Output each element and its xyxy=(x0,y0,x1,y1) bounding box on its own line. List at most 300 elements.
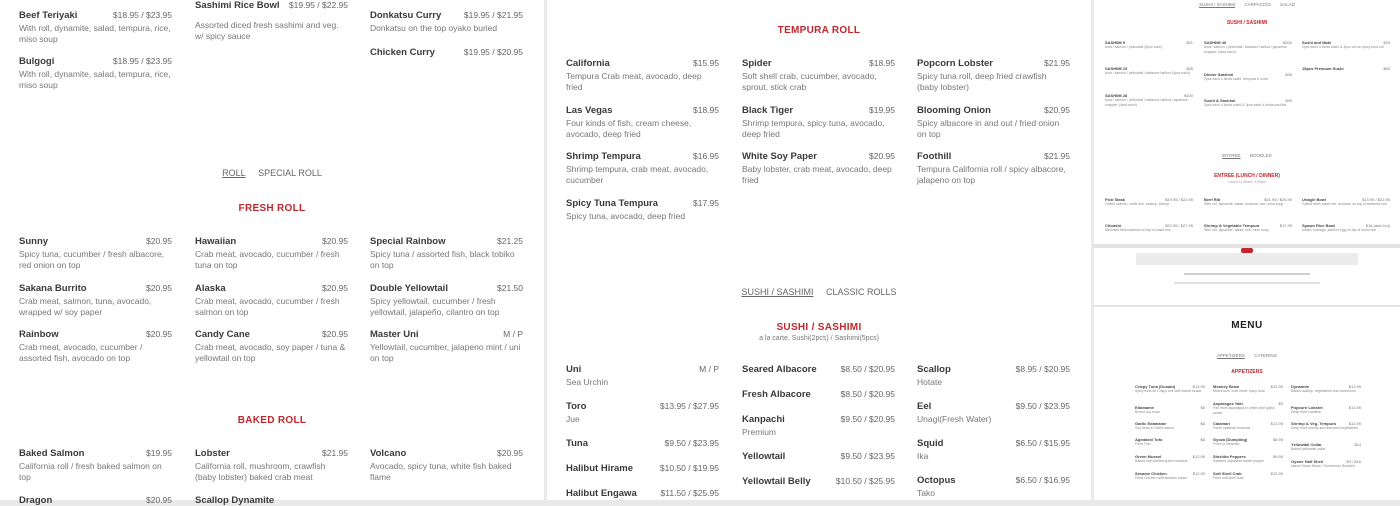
item-name: Shrimp & Vegetable Tempura xyxy=(1204,223,1260,228)
item-name: Shrimp Tempura xyxy=(566,151,641,162)
menu-item xyxy=(566,463,719,474)
item-price: $19.95 / $22.95 xyxy=(1362,197,1390,202)
item-price: $12.95 xyxy=(1192,454,1205,459)
menu-item xyxy=(370,10,523,34)
item-desc: Tempura California roll / spicy albacore, jalapeno on top xyxy=(917,164,1066,185)
item-price: M / P xyxy=(503,329,523,339)
item-price: $39 xyxy=(1285,72,1292,77)
mini-item xyxy=(1135,437,1205,447)
tab-entree[interactable]: ENTREE xyxy=(1222,153,1241,158)
section-divider xyxy=(1094,305,1400,307)
item-name: Popcorn Lobster xyxy=(1291,405,1324,410)
tab-classic-rolls[interactable]: CLASSIC ROLLS xyxy=(826,287,897,297)
menu-item xyxy=(195,236,348,270)
item-desc: Premium xyxy=(742,427,777,437)
item-name: Uni xyxy=(566,364,582,375)
mini-item xyxy=(1302,66,1390,71)
mini-item xyxy=(1204,223,1292,233)
menu-item xyxy=(566,364,719,388)
menu-item xyxy=(917,475,1070,499)
item-desc: Assorted diced fresh sashimi and veg. w/ spicy sauce xyxy=(195,20,339,41)
menu-title: MENU xyxy=(1231,320,1263,331)
item-desc: Fried Chicken with sesame sauce xyxy=(1135,476,1188,480)
footer-note-line xyxy=(1184,273,1310,275)
mini-item xyxy=(1291,459,1361,469)
menu-item xyxy=(742,151,895,185)
item-price: $20.95 xyxy=(322,329,348,339)
item-desc: Grilled fresh water eel, avocado on top of steamed rice xyxy=(1302,202,1387,206)
item-price: $20.95 xyxy=(322,236,348,246)
menu-item xyxy=(917,364,1070,388)
item-desc: Fried soft shell crab xyxy=(1213,476,1244,480)
item-desc: 2pcs each 4 kinds sushi, tempura & more xyxy=(1204,77,1269,81)
item-name: Toro xyxy=(566,401,587,412)
menu-item xyxy=(195,495,348,506)
menu-overview-panel xyxy=(1094,0,1400,500)
item-desc: Spicy tuna / assorted fish, black tobiko on top xyxy=(370,249,515,270)
menu-item xyxy=(19,283,172,317)
item-desc: Baby lobster, crab meat, avocado, deep fried xyxy=(742,164,892,185)
menu-item xyxy=(195,0,348,41)
section-heading-tempura-roll: TEMPURA ROLL xyxy=(777,25,861,36)
item-price: $18.95 xyxy=(869,58,895,68)
item-price: $6.50 / $15.95 xyxy=(1015,438,1070,448)
item-name: Yellowtail Collar xyxy=(1291,442,1322,447)
item-price: $35 xyxy=(1186,66,1193,71)
mini-item xyxy=(1213,421,1283,431)
item-price: $12.95 xyxy=(1270,471,1283,476)
item-name: Beef Rib xyxy=(1204,197,1221,202)
item-desc: Spicy tuna, avocado, deep fried xyxy=(566,211,686,221)
item-desc: Sauteed Japanese sweet pepper xyxy=(1213,459,1265,463)
tab-roll[interactable]: ROLL xyxy=(222,168,246,178)
item-name: Sesame Chicken xyxy=(1135,471,1167,476)
item-price: $60 xyxy=(1383,66,1390,71)
menu-item xyxy=(742,414,895,438)
item-desc: Spicy albacore in and out / fried onion on top xyxy=(917,118,1060,139)
menu-item xyxy=(370,47,523,58)
item-price: $21.50 xyxy=(497,283,523,293)
mini-item xyxy=(1291,421,1361,431)
roll-tabs xyxy=(0,168,544,178)
item-name: Spawn Rice Bowl xyxy=(1302,223,1336,228)
menu-item xyxy=(917,438,1070,462)
item-desc: tobiko, masago, salmon egg on top of sushi rice xyxy=(1302,228,1377,232)
item-name: SASHIMI 15 xyxy=(1105,66,1128,71)
item-price: $13.95 xyxy=(1348,421,1361,426)
item-name: Halibut Hirame xyxy=(566,463,634,474)
item-name: Green Mussel xyxy=(1135,454,1162,459)
item-desc: Shrimp tempura, spicy tuna, avocado, deep fried xyxy=(742,118,885,139)
mini-item xyxy=(1213,437,1283,447)
tab-noodles[interactable]: NOODLES xyxy=(1249,153,1272,158)
menu-item xyxy=(195,448,348,482)
item-desc: Crab meat, avocado, cucumber / fresh tuna on top xyxy=(195,249,340,270)
menu-item xyxy=(370,448,523,482)
item-price: $13.95 / $27.95 xyxy=(659,401,719,411)
item-desc: Baked yellowtail collar xyxy=(1291,447,1326,451)
menu-panel-tempura-sushi xyxy=(547,0,1091,500)
menu-item xyxy=(370,283,523,317)
item-price: $12.95 xyxy=(1270,421,1283,426)
item-desc: Deep fried crawfish xyxy=(1291,410,1321,414)
menu-item xyxy=(917,401,1070,425)
mini-item xyxy=(1105,93,1193,107)
item-name: Dynamite xyxy=(1291,384,1310,389)
item-price: $8 xyxy=(1200,437,1205,442)
section-heading-baked-roll: BAKED ROLL xyxy=(237,415,307,426)
item-price: $10.50 / $25.95 xyxy=(835,476,895,486)
item-desc: Spicy tuna, cucumber / fresh albacore, red onion on top xyxy=(19,249,165,270)
menu-item xyxy=(566,58,719,92)
item-name: Shrimp & Veg. Tempura xyxy=(1291,421,1336,426)
item-name: Lobster xyxy=(195,448,230,459)
menu-item xyxy=(742,476,895,487)
item-name: Scallop Dynamite xyxy=(195,495,275,506)
mini-item xyxy=(1291,405,1361,415)
menu-item xyxy=(370,329,523,363)
item-desc: Soft shell crab, cucumber, avocado, sprout, stick crab xyxy=(742,71,877,92)
item-desc: tuna / salmon / yellowtail / albacore halibut (3pcs each) xyxy=(1105,71,1191,75)
mini-item xyxy=(1105,66,1193,76)
item-price: $8.95 / $20.95 xyxy=(1015,364,1070,374)
item-name: Las Vegas xyxy=(566,105,613,116)
overview-heading-sushi: SUSHI / SASHIMI xyxy=(1226,20,1268,26)
overview-appetizer-tabs xyxy=(1094,353,1400,358)
item-desc: 2pcs each 4 kinds sushi & 3pcs each 4 kinds sashimi xyxy=(1204,103,1287,107)
item-name: Dragon xyxy=(19,495,53,506)
item-desc: tuna / salmon / yellowtail / albacore halibut / japanese snapper (4pcs each) xyxy=(1204,45,1287,54)
item-price: $15.95 xyxy=(693,58,719,68)
item-name: Scallop xyxy=(917,364,951,375)
item-desc: Sea Urchin xyxy=(566,377,609,387)
menu-item xyxy=(566,105,719,139)
item-desc: Avocado, spicy tuna, white fish baked flame xyxy=(370,461,512,482)
menu-item xyxy=(19,236,172,270)
menu-item xyxy=(742,451,895,462)
item-desc: Crab meat, salmon, tuna, avocado, wrapped w/ soy paper xyxy=(19,296,152,317)
item-desc: Fried Tofu xyxy=(1135,442,1151,446)
item-name: Yellowtail Belly xyxy=(742,476,811,487)
mini-item xyxy=(1135,384,1205,394)
mini-item xyxy=(1135,405,1205,415)
menu-item xyxy=(370,236,523,270)
item-name: Black Tiger xyxy=(742,105,794,116)
item-price: $12.95 xyxy=(1192,471,1205,476)
item-name: Master Uni xyxy=(370,329,419,340)
item-desc: Four kinds of fish, cream cheese, avocado, deep fried xyxy=(566,118,692,139)
item-name: Spicy Tuna Tempura xyxy=(566,198,659,209)
item-name: Monkey Brain xyxy=(1213,384,1240,389)
menu-item xyxy=(917,105,1070,139)
menu-item xyxy=(566,438,719,449)
section-heading-fresh-roll: FRESH ROLL xyxy=(238,203,306,214)
menu-item xyxy=(19,10,172,44)
item-price: $19.95 / $22.95 xyxy=(1165,197,1193,202)
item-price: $20.95 xyxy=(146,495,172,505)
item-price: $8.50 / $20.95 xyxy=(840,389,895,399)
mini-item xyxy=(1213,471,1283,481)
item-price: $12.95 xyxy=(1270,384,1283,389)
item-name: Dinner Sashimi xyxy=(1204,72,1234,77)
item-price: $13.95 xyxy=(1348,384,1361,389)
item-name: Edamame xyxy=(1135,405,1154,410)
item-name: Sunny xyxy=(19,236,49,247)
item-price: $21.25 xyxy=(497,236,523,246)
menu-item xyxy=(742,389,895,400)
menu-item xyxy=(566,198,719,222)
item-name: Special Rainbow xyxy=(370,236,446,247)
item-desc: Assorted fresh sashimi on top of sushi rice xyxy=(1105,228,1171,232)
item-price: $20.95 xyxy=(497,448,523,458)
item-desc: 2pcs each 4 kinds sushi & 4pcs cut on spicy tuna roll xyxy=(1302,45,1384,49)
item-price: $11.50 / $25.95 xyxy=(660,488,719,498)
item-desc: Baked scallop, vegetables and mushroom xyxy=(1291,389,1356,393)
item-desc: California roll, mushroom, crawfish (baby lobster) baked crab meat xyxy=(195,461,326,482)
menu-item xyxy=(917,151,1070,185)
item-price: $10.50 / $19.95 xyxy=(659,463,719,473)
menu-item xyxy=(566,401,719,425)
item-desc: Spicy tuna roll, deep fried crawfish (baby lobster) xyxy=(917,71,1047,92)
menu-item xyxy=(742,364,895,375)
menu-item xyxy=(19,329,172,363)
item-name: Alaska xyxy=(195,283,226,294)
item-desc: Crab meat, avocado, cucumber / fresh salmon on top xyxy=(195,296,340,317)
item-desc: Donkatsu on the top oyako buried xyxy=(370,23,498,33)
item-desc: California roll / fresh baked salmon on top xyxy=(19,461,162,482)
item-name: Sushi & Sashimi xyxy=(1204,98,1236,103)
item-name: Chicken Curry xyxy=(370,47,435,58)
item-price: $21.95 / $25.95 xyxy=(1264,197,1292,202)
mini-item xyxy=(1135,421,1205,431)
item-name: Soft Shell Crab xyxy=(1213,471,1242,476)
item-name: Sakana Burrito xyxy=(19,283,87,294)
item-price: $19.95 xyxy=(146,448,172,458)
menu-item xyxy=(195,283,348,317)
item-name: Rainbow xyxy=(19,329,59,340)
mini-item xyxy=(1291,442,1361,452)
item-price: $20.95 xyxy=(322,283,348,293)
tab-sushi-sashimi[interactable]: SUSHI / SASHIMI xyxy=(1199,2,1236,7)
item-desc: Ika xyxy=(917,451,929,461)
item-name: Foothill xyxy=(917,151,952,162)
item-price: $17.95 xyxy=(1279,223,1292,228)
overview-top-tabs xyxy=(1094,2,1400,7)
menu-item xyxy=(19,56,172,90)
item-desc: Spicy yellowtail, cucumber / fresh yellowtail, jalapeño, cilantro on top xyxy=(370,296,500,317)
item-price: $19.95 / $21.95 xyxy=(463,10,523,20)
item-desc: Hotate xyxy=(917,377,943,387)
item-price: $16 (add Uni) xyxy=(1365,223,1390,228)
mini-item xyxy=(1135,471,1205,481)
item-name: Popcorn Lobster xyxy=(917,58,994,69)
item-price: $20.95 xyxy=(1044,105,1070,115)
item-price: $21.95 xyxy=(1044,151,1070,161)
menu-item xyxy=(566,151,719,185)
item-desc: Mushroom, crab meat, spicy tuna xyxy=(1213,389,1265,393)
item-desc: Deep fried shrimp and assorted vegetables xyxy=(1291,426,1358,430)
mini-item xyxy=(1105,223,1193,233)
item-price: $18.95 / $23.95 xyxy=(112,56,172,66)
item-price: $9.50 / $23.95 xyxy=(1015,401,1070,411)
item-name: Sushi and Maki xyxy=(1302,40,1332,45)
item-desc: Name Name Name / Kumamoto (Market) xyxy=(1291,464,1355,468)
item-name: Gyoza (Dumpling) xyxy=(1213,437,1248,442)
item-name: Fresh Albacore xyxy=(742,389,811,400)
item-price: $19.95 / $20.95 xyxy=(463,47,523,57)
item-price: $9.50 / $23.95 xyxy=(664,438,719,448)
item-name: Agedashi Tofu xyxy=(1135,437,1163,442)
item-price: $13.95 xyxy=(1192,384,1205,389)
item-desc: Fried or steamed xyxy=(1213,442,1240,446)
mini-item xyxy=(1213,401,1283,415)
menu-item xyxy=(566,488,719,499)
tab-sushi-sashimi[interactable]: SUSHI / SASHIMI xyxy=(741,287,814,297)
item-name: Chirashi xyxy=(1105,223,1122,228)
sushi-tabs xyxy=(547,287,1091,297)
item-price: $20.95 xyxy=(146,283,172,293)
menu-item xyxy=(917,58,1070,92)
item-name: Candy Cane xyxy=(195,329,250,340)
item-price: $3 / $16 xyxy=(1346,459,1361,464)
mini-item xyxy=(1291,384,1361,394)
item-price: $20.95 xyxy=(146,236,172,246)
overview-heading-entree: ENTREE (LUNCH / DINNER) xyxy=(1214,173,1280,179)
overview-entree-subtitle: Lunch 11:30am~3:00pm xyxy=(1228,180,1266,184)
item-name: Double Yellowtail xyxy=(370,283,448,294)
item-price: $9.95 xyxy=(1272,454,1283,459)
item-name: SASHIMI 9 xyxy=(1105,40,1126,45)
item-price: $6 xyxy=(1200,405,1205,410)
mini-item xyxy=(1204,98,1292,108)
item-price: $100 xyxy=(1184,93,1193,98)
mini-item xyxy=(1105,197,1193,207)
section-heading-sushi-sashimi: SUSHI / SASHIMI xyxy=(776,322,862,333)
item-price: $13.95 xyxy=(1348,405,1361,410)
mini-item xyxy=(1135,454,1205,464)
item-name: Hawaiian xyxy=(195,236,237,247)
mini-item xyxy=(1105,40,1193,50)
item-desc: Fresh calamari tempura xyxy=(1213,426,1250,430)
item-desc: Shrimp tempura, crab meat, avocado, cucumber xyxy=(566,164,709,185)
footer-note-line xyxy=(1174,282,1320,284)
item-desc: Tako xyxy=(917,488,935,498)
menu-item xyxy=(742,58,895,92)
item-name: Sashimi Rice Bowl xyxy=(195,0,280,11)
item-name: Octopus xyxy=(917,475,956,486)
menu-item xyxy=(19,495,172,506)
item-price: $16.95 xyxy=(693,151,719,161)
item-desc: Unagi(Fresh Water) xyxy=(917,414,992,424)
item-price: $9.50 / $23.95 xyxy=(840,451,895,461)
mini-item xyxy=(1204,40,1292,54)
item-name: SASHIMI 40 xyxy=(1204,40,1227,45)
item-desc: Pan fried asparagus in white wine garlic sauce xyxy=(1213,406,1275,415)
tab-catering[interactable]: CATERING xyxy=(1254,353,1278,358)
item-price: $9.50 / $20.95 xyxy=(840,414,895,424)
menu-panel-rolls xyxy=(0,0,544,506)
tab-carpaccio[interactable]: CARPACCIO xyxy=(1244,2,1271,7)
item-name: Unagie Bowl xyxy=(1302,197,1327,202)
item-price: $18.95 xyxy=(693,105,719,115)
item-desc: With roll, dynamite, salad, tempura, rice, miso soup xyxy=(19,23,171,44)
item-desc: Spicy tuna on Crispy rice with sweet sauce xyxy=(1135,389,1202,393)
item-name: Asparagus Yaki xyxy=(1213,401,1243,406)
item-name: Eel xyxy=(917,401,932,412)
item-desc: With roll, dynamite, salad, tempura, rice, miso soup xyxy=(19,69,171,90)
section-subtitle: a la carte, Sushi(2pcs) / Sashimi(5pcs) xyxy=(759,335,879,342)
item-desc: Grilled salmon, white fish, scallop, shrimp xyxy=(1105,202,1170,206)
item-price: $8.95 xyxy=(1272,437,1283,442)
item-desc: Crab meat, avocado, soy paper / tuna & yellowtail on top xyxy=(195,342,346,363)
item-desc: Crab meat, avocado, cucumber / assorted fish, avocado on top xyxy=(19,342,143,363)
item-price: $19.95 xyxy=(869,105,895,115)
mini-item xyxy=(1213,384,1283,394)
item-name: Garlic Edamame xyxy=(1135,421,1167,426)
item-name: Beef Teriyaki xyxy=(19,10,78,21)
item-name: California xyxy=(566,58,610,69)
tab-special-roll[interactable]: SPECIAL ROLL xyxy=(258,168,322,178)
item-name: 15pcs Premium Sushi xyxy=(1302,66,1344,71)
item-name: Bulgogi xyxy=(19,56,55,67)
item-price: $49 xyxy=(1285,98,1292,103)
item-name: Oyster Half Shell xyxy=(1291,459,1324,464)
item-name: Kanpachi xyxy=(742,414,785,425)
item-desc: Tempura Crab meat, avocado, deep fried xyxy=(566,71,702,92)
item-name: Donkatsu Curry xyxy=(370,10,442,21)
item-price: $22.95 / $27.95 xyxy=(1165,223,1193,228)
item-name: Halibut Engawa xyxy=(566,488,637,499)
item-price: $20.95 xyxy=(146,329,172,339)
item-name: Blooming Onion xyxy=(917,105,991,116)
item-name: Squid xyxy=(917,438,944,449)
item-name: Volcano xyxy=(370,448,407,459)
item-desc: Yellowtail, cucumber, jalapeno mint / uni on top xyxy=(370,342,521,363)
item-price: $21.95 xyxy=(322,448,348,458)
item-price: $20.95 xyxy=(869,151,895,161)
tab-appetizers[interactable]: APPETIZERS xyxy=(1216,353,1245,358)
mini-item xyxy=(1204,72,1292,82)
item-desc: tuna / salmon / yellowtail / albacore halibut / japanese snapper (4pcs each) xyxy=(1105,98,1188,107)
item-price: $21.95 xyxy=(1044,58,1070,68)
mini-item xyxy=(1302,197,1390,207)
item-name: White Soy Paper xyxy=(742,151,817,162)
overview-heading-appetizers: APPETIZERS xyxy=(1231,369,1263,375)
item-desc: tuna / salmon / yellowtail (3pcs each) xyxy=(1105,45,1163,49)
item-price: $8 xyxy=(1200,421,1205,426)
item-name: Crispy Tuna (Donabi) xyxy=(1135,384,1176,389)
menu-item xyxy=(195,329,348,363)
mini-item xyxy=(1302,223,1390,233)
menu-item xyxy=(742,105,895,139)
item-name: Yellowtail xyxy=(742,451,786,462)
item-desc: Soy bean in Garlic sauce xyxy=(1135,426,1174,430)
item-name: Spider xyxy=(742,58,772,69)
item-desc: With roll, dynamite, salad, tempura, rice, miso soup xyxy=(1204,202,1284,206)
item-price: $19.95 / $22.95 xyxy=(288,0,348,10)
item-desc: Baked half shelled green mussels xyxy=(1135,459,1188,463)
item-price: $17.95 xyxy=(693,198,719,208)
item-price: $9 xyxy=(1278,401,1283,406)
item-desc: Jue xyxy=(566,414,580,424)
overview-entree-tabs xyxy=(1094,153,1400,158)
item-desc: Boiled soy bean xyxy=(1135,410,1160,414)
item-price: $8.50 / $20.95 xyxy=(840,364,895,374)
tab-salad[interactable]: SALAD xyxy=(1280,2,1295,7)
item-name: Fish Steak xyxy=(1105,197,1126,202)
menu-item xyxy=(19,448,172,482)
item-name: Seared Albacore xyxy=(742,364,817,375)
